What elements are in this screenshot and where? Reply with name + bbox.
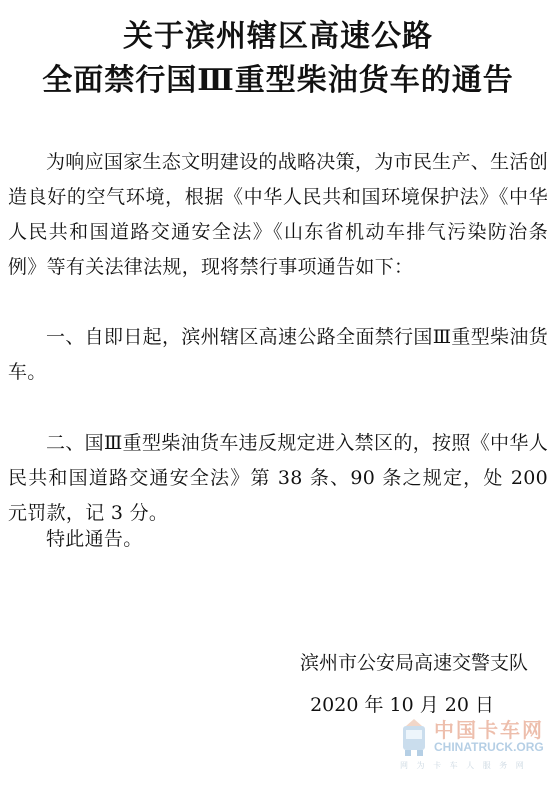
truck-logo-icon bbox=[400, 716, 430, 760]
watermark-name-en: CHINATRUCK.ORG bbox=[434, 740, 544, 754]
watermark-tagline: 网 为 卡 车 人 服 务 网 bbox=[400, 761, 527, 770]
notice-paragraph-intro: 为响应国家生态文明建设的战略决策，为市民生产、生活创造良好的空气环境，根据《中华人民共和国环境保护法》《中华人民共和国道路交通安全法》《山东省机动车排气污染防治条例》等有关法律法规，现将禁行事项通告如下： bbox=[8, 151, 548, 278]
chinatruck-watermark bbox=[400, 710, 550, 780]
signature-organization: 滨州市公安局高速交警支队 bbox=[299, 652, 528, 674]
notice-title-line1: 关于滨州辖区高速公路 bbox=[123, 19, 433, 54]
signature-date: 2020 年 10 月 20 日 bbox=[310, 694, 494, 716]
watermark-name-cn: 中国卡车网 bbox=[434, 718, 544, 742]
notice-paragraph-closing: 特此通告。 bbox=[46, 528, 143, 550]
notice-title-line2: 全面禁行国Ⅲ重型柴油货车的通告 bbox=[42, 63, 514, 98]
notice-paragraph-item1: 一、自即日起，滨州辖区高速公路全面禁行国Ⅲ重型柴油货车。 bbox=[8, 326, 548, 383]
notice-paragraph-item2: 二、国Ⅲ重型柴油货车违反规定进入禁区的，按照《中华人民共和国道路交通安全法》第 38 条、90 条之规定，处 200 元罚款，记 3 分。 bbox=[8, 432, 548, 524]
